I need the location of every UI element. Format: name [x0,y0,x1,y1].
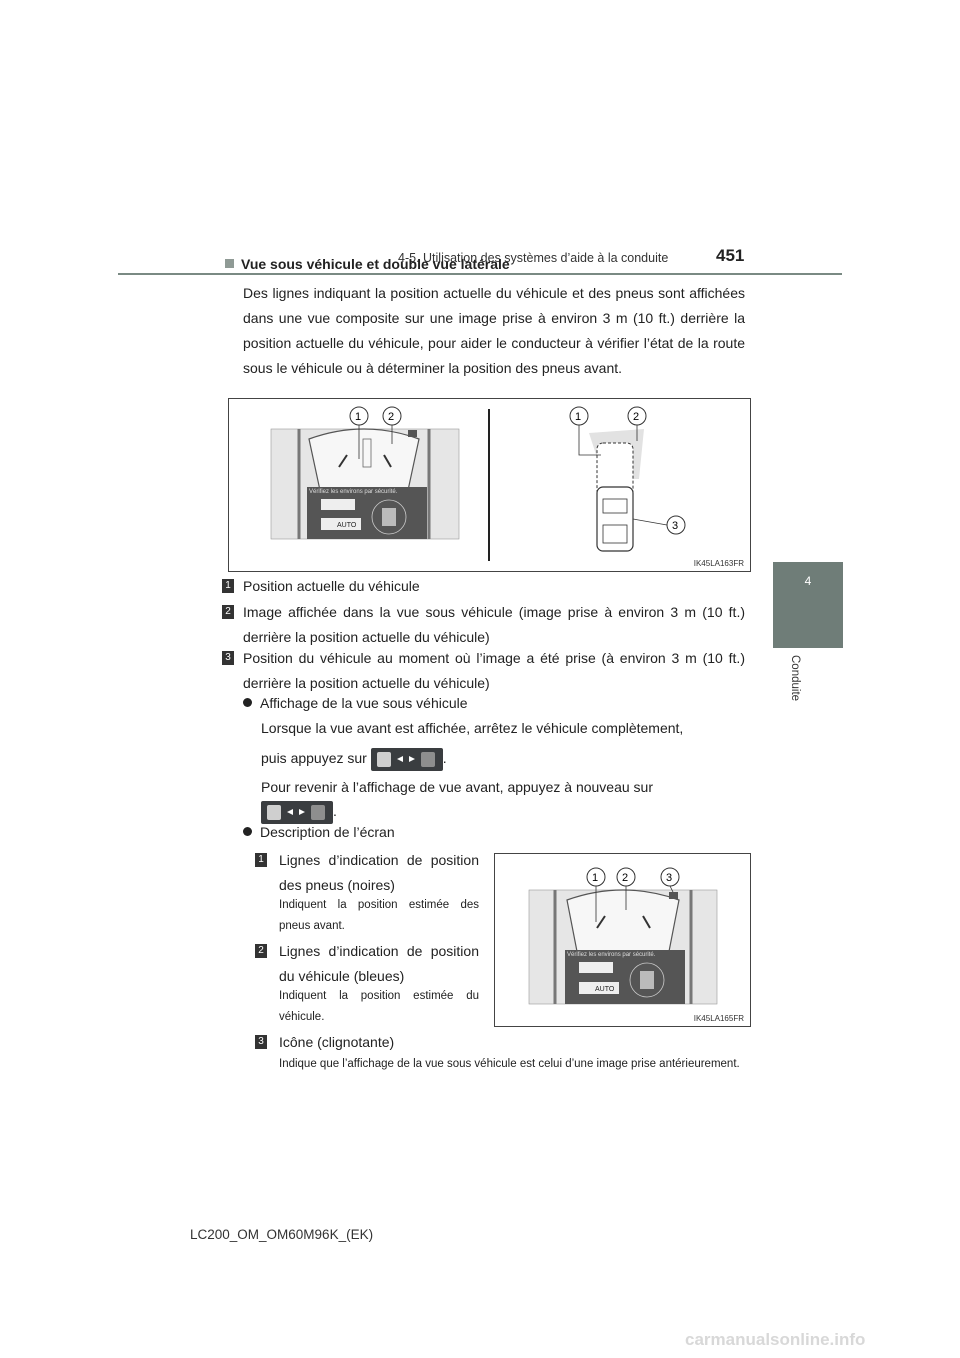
figure1-callout-r1: 1 [575,411,582,423]
item-text-2: Image affichée dans la vue sous véhicule (image prise à environ 3 m (10 ft.) derrière la position actuelle du véhicule) [243,604,745,645]
item-number-2: 2 [222,605,234,619]
intro-paragraph: Des lignes indiquant la position actuelle du véhicule et des pneus sont affichées dans une vue composite sur une image prise à environ 3 m (10 ft.) derrière la position actuelle du véhicule, pour aider le conducteur à vérifier l’état de la route sous le véhicule ou à déterminer la position des pneus avant. [243,285,745,376]
figure-screen-illustration [495,854,750,1026]
item-text-3: Position du véhicule au moment où l’image a été prise (à environ 3 m (10 ft.) derrière la position actuelle du véhicule) [243,650,745,691]
figure1-id: IK45LA163FR [693,559,744,568]
bullet-dot-icon-2 [243,827,252,836]
chapter-number: 4 [804,574,812,588]
view-switch-button-icon[interactable] [371,748,443,771]
running-header-section: 4-5. Utilisation des systèmes d’aide à la conduite [398,251,669,265]
bullet1-line4 [261,799,745,825]
watermark: carmanualsonline.info [685,1330,866,1349]
figure-screen-description [494,853,751,1027]
figure2-callout-1: 1 [592,872,599,884]
figure1-callout-1: 1 [355,411,362,423]
section-heading-text: Vue sous véhicule et double vue latérale [241,256,510,272]
figure1-callout-r3: 3 [672,520,679,532]
entry-title-2: Lignes d’indication de position du véhicule (bleues) [279,943,479,984]
figure-underbody-illustration [229,399,750,571]
entry-number-2: 2 [255,944,267,958]
figure1-callout-r2: 2 [633,411,640,423]
figure2-id: IK45LA165FR [693,1014,744,1023]
bullet-dot-icon [243,698,252,707]
bullet1-line4-after: . [333,803,337,819]
entry-desc-1: Indiquent la position estimée des pneus avant. [279,899,479,932]
item-number-1: 1 [222,579,234,593]
entry-number-3: 3 [255,1035,267,1049]
entry-desc-3: Indique que l’affichage de la vue sous véhicule est celui d’une image prise antérieurement. [279,1058,740,1070]
bullet-screen-description [243,824,395,840]
item-text-1: Position actuelle du véhicule [243,578,420,594]
footer-doc-code: LC200_OM_OM60M96K_(EK) [190,1227,374,1242]
view-switch-glyph-icon [371,748,443,771]
entry-desc-2: Indiquent la position estimée du véhicule. [279,990,479,1023]
chapter-label [787,655,803,735]
entry-title-3: Icône (clignotante) [279,1034,395,1050]
bullet2-title: Description de l’écran [260,824,395,840]
figure-underbody-view [228,398,751,572]
entry-title-1: Lignes d’indication de position des pneus (noires) [279,852,479,893]
figure2-screen-text: Vérifiez les environs par sécurité. [567,952,656,958]
bullet1-line2-before: puis appuyez sur [261,750,367,766]
figure2-callout-3: 3 [666,872,673,884]
bullet1-line2-after: . [442,750,447,766]
figure1-screen-text: Vérifiez les environs par sécurité. [309,489,398,495]
header-rule [118,273,842,275]
bullet-underbody-display [243,695,468,711]
chapter-label-text: Conduite [789,655,801,702]
bullet1-line1: Lorsque la vue avant est affichée, arrêtez le véhicule complètement, [261,720,684,736]
figure1-auto-label: AUTO [337,522,357,529]
view-switch-glyph-icon-2 [261,801,333,824]
entry-number-1: 1 [255,853,267,867]
square-bullet-icon [225,259,234,268]
figure2-auto-label: AUTO [595,986,615,993]
item-number-3: 3 [222,651,234,665]
figure1-callout-2: 2 [388,411,395,423]
section-heading [225,256,510,272]
bullet1-line3: Pour revenir à l’affichage de vue avant, appuyez à nouveau sur [261,779,653,795]
page-number: 451 [716,246,745,265]
figure2-callout-2: 2 [622,872,629,884]
bullet1-line2 [261,746,745,774]
view-switch-button-icon-2[interactable] [261,801,333,824]
bullet1-title: Affichage de la vue sous véhicule [260,695,468,711]
